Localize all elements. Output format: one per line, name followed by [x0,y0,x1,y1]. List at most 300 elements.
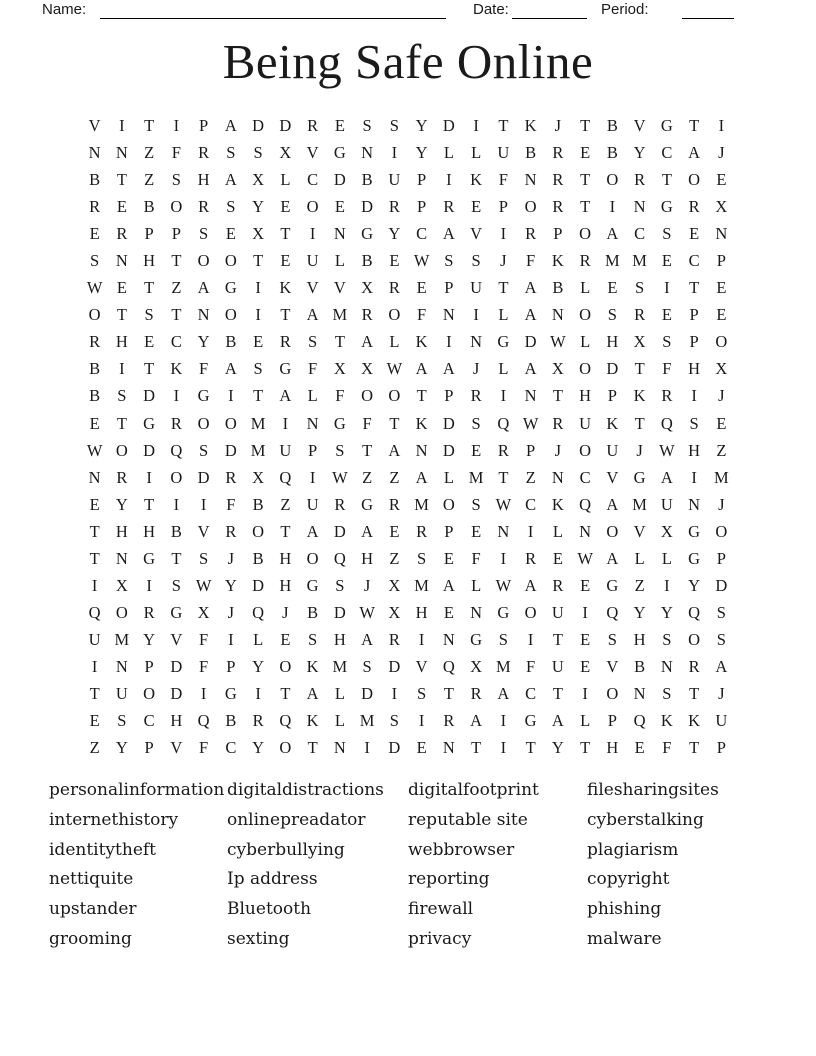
grid-letter: P [144,656,154,676]
grid-letter: Q [333,548,346,568]
grid-letter: S [362,656,372,676]
grid-letter: N [579,521,592,541]
grid-row [81,464,735,491]
grid-letter: S [607,629,617,649]
grid-letter: H [143,521,156,541]
grid-letter: E [471,197,482,217]
grid-letter: N [524,386,537,406]
grid-letter: P [444,386,454,406]
grid-letter: A [388,440,401,460]
grid-letter: R [116,224,128,244]
grid-letter: D [388,656,401,676]
word-item: copyright [587,869,670,890]
grid-letter: K [551,494,564,514]
grid-row [81,193,735,220]
grid-letter: G [606,575,619,595]
grid-letter: J [636,440,643,460]
grid-letter: N [442,738,455,758]
grid-letter: T [171,251,182,271]
grid-letter: V [633,116,646,135]
grid-letter: C [688,251,700,271]
grid-letter: G [660,197,673,217]
grid-letter: V [170,629,183,649]
grid-letter: R [225,521,237,541]
grid-letter: R [225,467,237,487]
grid-letter: T [689,116,700,135]
grid-letter: N [88,467,101,487]
grid-letter: B [89,386,101,406]
word-item: reputable site [408,809,528,830]
word-item: nettiquite [49,869,134,890]
grid-letter: I [500,224,507,244]
grid-letter: I [228,386,234,406]
grid-letter: U [579,413,592,433]
grid-letter: G [688,521,701,541]
grid-letter: H [115,332,128,352]
grid-letter: I [173,494,180,514]
grid-letter: A [660,467,673,487]
grid-letter: Q [633,711,646,731]
grid-letter: Q [170,440,183,460]
grid-letter: D [361,683,374,703]
grid-letter: C [225,738,237,758]
grid-letter: S [716,602,726,622]
grid-letter: I [473,116,479,135]
grid-letter: F [199,656,209,676]
grid-row [81,410,735,437]
grid-letter: A [361,521,374,541]
grid-letter: H [579,386,592,406]
grid-letter: D [388,738,401,758]
grid-letter: I [200,494,207,514]
grid-letter: E [334,116,345,135]
grid-letter: U [388,170,401,190]
grid-letter: I [364,738,370,758]
grid-letter: O [170,467,183,487]
grid-letter: I [309,467,316,487]
grid-letter: W [577,548,593,568]
grid-letter: T [498,278,509,298]
grid-letter: P [144,738,154,758]
grid-letter: L [580,278,591,298]
grid-letter: S [662,629,672,649]
grid-letter: D [715,575,728,595]
grid-letter: S [171,575,181,595]
grid-letter: C [579,467,591,487]
grid-letter: G [279,359,292,379]
grid-letter: R [198,197,210,217]
period-blank-line[interactable] [682,3,734,19]
grid-letter: U [306,494,319,514]
grid-letter: Y [252,197,265,217]
grid-letter: V [633,521,646,541]
grid-letter: T [280,224,291,244]
word-item: sexting [227,928,290,949]
grid-letter: I [691,467,697,487]
grid-letter: R [388,494,400,514]
grid-letter: I [255,278,261,298]
grid-row [81,274,735,301]
grid-letter: J [472,359,480,379]
grid-letter: A [279,386,292,406]
grid-letter: H [688,440,701,460]
word-item: upstander [49,899,137,920]
grid-letter: B [170,521,182,541]
grid-letter: G [333,413,346,433]
grid-letter: B [225,711,237,731]
grid-letter: D [143,386,156,406]
grid-letter: T [661,170,672,190]
word-item: firewall [408,899,474,920]
grid-letter: P [689,305,699,325]
grid-letter: F [526,251,536,271]
grid-letter: Z [634,575,645,595]
grid-letter: W [86,278,103,298]
grid-letter: I [255,683,261,703]
grid-letter: Y [633,143,646,163]
grid-letter: E [443,602,454,622]
grid-letter: K [415,413,428,433]
grid-letter: A [415,467,428,487]
grid-letter: O [361,386,374,406]
grid-letter: M [632,251,647,271]
grid-letter: Q [688,602,701,622]
grid-letter: I [582,683,588,703]
grid-letter: D [606,359,619,379]
grid-letter: O [279,738,292,758]
grid-letter: L [580,332,591,352]
grid-letter: S [253,143,263,163]
grid-letter: L [389,332,400,352]
grid-letter: T [471,738,482,758]
grid-letter: W [522,413,539,433]
grid-letter: G [143,413,156,433]
grid-letter: I [418,629,425,649]
word-item: plagiarism [587,839,679,860]
grid-letter: E [634,738,645,758]
grid-letter: A [442,359,455,379]
grid-letter: E [116,278,127,298]
grid-letter: C [634,224,646,244]
grid-letter: A [197,278,210,298]
grid-letter: E [580,656,591,676]
grid-letter: E [471,521,482,541]
grid-letter: T [443,683,454,703]
grid-letter: D [197,467,210,487]
grid-letter: B [252,548,264,568]
grid-letter: R [688,197,700,217]
grid-letter: T [144,359,155,379]
grid-letter: Y [688,575,701,595]
grid-letter: T [416,386,427,406]
grid-letter: F [308,359,318,379]
grid-letter: I [391,683,398,703]
grid-letter: S [335,440,345,460]
grid-letter: O [579,224,592,244]
grid-letter: R [416,521,428,541]
grid-letter: T [634,359,645,379]
grid-letter: I [146,575,152,595]
grid-letter: L [634,548,645,568]
grid-letter: S [417,683,427,703]
grid-row [81,112,735,139]
grid-letter: R [89,332,101,352]
date-label: Date: [473,1,509,18]
grid-letter: S [471,413,481,433]
date-blank-line[interactable] [512,3,587,19]
grid-letter: D [252,116,265,135]
grid-letter: O [524,602,537,622]
grid-letter: V [333,278,346,298]
grid-letter: N [361,143,374,163]
grid-letter: R [307,116,319,135]
grid-letter: V [606,467,619,487]
grid-letter: H [115,521,128,541]
grid-letter: P [444,278,454,298]
grid-letter: O [442,494,455,514]
grid-letter: E [607,278,618,298]
grid-letter: N [633,683,646,703]
grid-letter: Q [197,711,210,731]
grid-letter: V [415,656,428,676]
grid-letter: I [255,305,261,325]
grid-letter: P [308,440,318,460]
grid-letter: G [660,116,673,135]
grid-letter: E [280,251,291,271]
grid-letter: T [580,197,591,217]
grid-letter: K [524,116,537,135]
grid-letter: A [606,548,619,568]
grid-letter: Z [144,143,155,163]
grid-letter: C [416,224,428,244]
grid-row [81,653,735,680]
grid-letter: R [334,494,346,514]
grid-letter: S [417,548,427,568]
grid-letter: H [361,548,374,568]
grid-letter: W [495,575,512,595]
grid-letter: S [716,629,726,649]
grid-letter: L [334,683,345,703]
grid-letter: T [389,413,400,433]
grid-letter: A [361,629,374,649]
grid-letter: T [525,738,536,758]
grid-letter: T [280,521,291,541]
grid-letter: A [224,116,237,135]
grid-letter: S [335,575,345,595]
grid-letter: E [389,251,400,271]
grid-letter: Q [606,602,619,622]
grid-letter: D [442,413,455,433]
grid-letter: I [500,738,507,758]
grid-letter: X [252,224,265,244]
grid-letter: E [89,224,100,244]
grid-letter: G [361,494,374,514]
grid-letter: M [250,440,266,460]
grid-letter: T [89,521,100,541]
grid-letter: I [282,413,289,433]
grid-letter: G [306,575,319,595]
grid-letter: F [335,386,345,406]
letter-grid [81,112,735,761]
grid-row [81,437,735,464]
grid-letter: M [332,305,348,325]
grid-letter: E [144,332,155,352]
grid-letter: I [173,116,180,135]
grid-letter: Z [362,467,373,487]
grid-letter: O [715,332,728,352]
grid-letter: S [226,143,236,163]
grid-row [81,518,735,545]
grid-letter: G [197,386,210,406]
grid-letter: A [524,575,537,595]
grid-letter: X [115,575,128,595]
grid-letter: F [471,548,481,568]
word-item: webbrowser [408,839,515,860]
grid-letter: A [224,170,237,190]
grid-letter: A [606,224,619,244]
grid-letter: K [551,251,564,271]
grid-letter: A [415,359,428,379]
grid-letter: T [552,683,563,703]
grid-letter: I [691,386,697,406]
grid-letter: U [497,143,510,163]
grid-letter: P [689,332,699,352]
grid-letter: N [497,521,510,541]
grid-letter: Z [525,467,536,487]
grid-letter: Q [279,711,292,731]
grid-letter: H [633,629,646,649]
word-item: identitytheft [49,839,156,860]
grid-letter: N [633,197,646,217]
grid-letter: R [170,413,182,433]
grid-letter: I [91,656,98,676]
grid-letter: L [307,386,318,406]
grid-letter: Q [252,602,265,622]
grid-letter: O [224,413,237,433]
grid-letter: I [309,224,316,244]
grid-letter: N [715,224,728,244]
grid-row [81,166,735,193]
grid-letter: K [306,656,319,676]
grid-letter: I [527,521,534,541]
grid-letter: I [146,467,152,487]
grid-letter: P [444,521,454,541]
grid-letter: E [89,494,100,514]
grid-letter: L [471,575,482,595]
grid-letter: G [633,467,646,487]
grid-row [81,707,735,734]
grid-letter: R [388,197,400,217]
grid-letter: O [170,197,183,217]
grid-letter: N [333,224,346,244]
grid-letter: M [359,711,375,731]
grid-letter: C [661,143,673,163]
grid-row [81,680,735,707]
period-label: Period: [601,1,649,18]
grid-letter: T [116,413,127,433]
grid-letter: T [362,440,373,460]
grid-letter: O [224,305,237,325]
grid-letter: B [143,197,155,217]
grid-letter: P [716,738,726,758]
grid-letter: A [306,305,319,325]
grid-letter: E [334,197,345,217]
grid-letter: F [199,629,209,649]
grid-letter: D [524,332,537,352]
grid-letter: V [197,521,210,541]
grid-letter: B [89,359,101,379]
grid-letter: T [552,629,563,649]
grid-letter: C [170,332,182,352]
grid-letter: M [632,494,647,514]
grid-letter: O [252,521,265,541]
grid-letter: W [86,440,103,460]
grid-letter: B [307,602,319,622]
grid-letter: J [282,602,289,622]
grid-letter: S [199,224,209,244]
word-column [408,776,539,955]
grid-letter: T [116,305,127,325]
grid-letter: S [471,251,481,271]
grid-letter: D [170,683,183,703]
grid-letter: G [497,332,510,352]
grid-letter: J [227,602,235,622]
grid-row [81,355,735,382]
grid-letter: E [225,224,236,244]
grid-letter: F [498,170,508,190]
grid-letter: P [226,656,236,676]
grid-letter: T [144,116,155,135]
grid-letter: P [716,251,726,271]
grid-letter: P [607,386,617,406]
grid-letter: G [361,224,374,244]
grid-letter: E [89,711,100,731]
grid-letter: E [716,278,727,298]
word-item: personalinformation [49,780,225,800]
grid-letter: M [414,575,429,595]
grid-letter: N [88,143,101,163]
word-column [227,776,384,955]
grid-letter: A [306,521,319,541]
grid-letter: M [605,251,620,271]
grid-letter: X [388,575,401,595]
grid-letter: O [606,521,619,541]
word-item: privacy [408,928,472,949]
grid-letter: I [664,278,670,298]
grid-letter: H [279,575,292,595]
grid-letter: U [606,440,619,460]
grid-letter: X [361,278,374,298]
grid-letter: P [607,711,617,731]
grid-letter: X [715,197,728,217]
grid-letter: G [143,548,156,568]
grid-letter: Q [660,413,673,433]
grid-letter: E [580,575,591,595]
grid-letter: C [143,711,155,731]
grid-letter: B [225,332,237,352]
grid-letter: S [226,197,236,217]
grid-letter: H [606,738,619,758]
grid-letter: N [442,305,455,325]
grid-letter: N [660,656,673,676]
grid-row [81,572,735,599]
grid-letter: Z [389,548,400,568]
grid-letter: P [417,197,427,217]
name-blank-line[interactable] [100,3,446,19]
grid-letter: E [280,197,291,217]
grid-letter: J [500,251,507,271]
grid-letter: A [524,278,537,298]
